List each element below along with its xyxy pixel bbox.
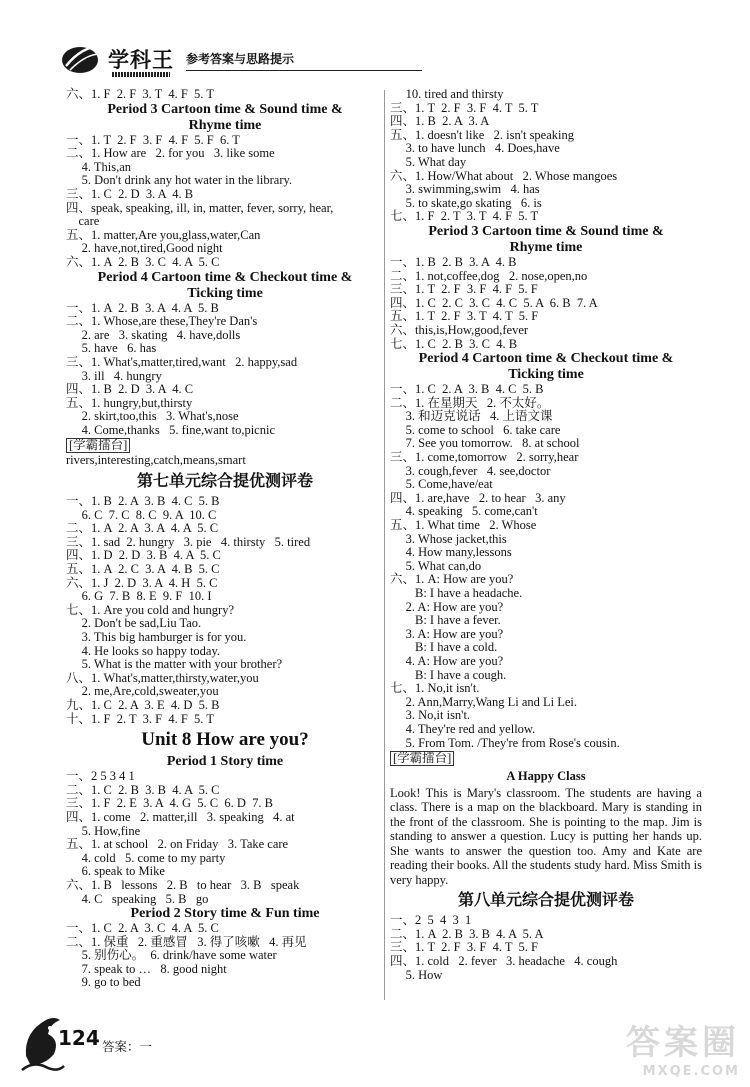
right-answer-column xyxy=(390,88,702,982)
section-label xyxy=(390,750,702,767)
period-heading: Period 4 Cartoon time & Checkout time & xyxy=(97,269,353,285)
answer-line: 五、1. doesn't like 2. isn't speaking xyxy=(390,127,575,142)
answer-line: 3. No,it isn't. xyxy=(390,708,471,723)
period-heading: Ticking time xyxy=(187,285,263,301)
story-paragraph: Look! This is Mary's classroom. The students are having a class. There is a map on the blackboard. Mary is standing in the front of the classroom. She is pointing to the map. Jim is standing to answer a question. Lucy is putting her hands up. She wants to answer the question too. Amy and Kate are reading their books. All the students study hard. Miss Smith is very happy. xyxy=(390,785,702,887)
answer-line: 6. C 7. C 8. C 9. A 10. C xyxy=(66,507,217,522)
brand-underline xyxy=(112,72,170,77)
answer-line: 5. What can,do xyxy=(390,558,482,573)
answer-line: 五、1. hungry,but,thirsty xyxy=(66,395,193,410)
story-title: A Happy Class xyxy=(506,769,586,784)
answer-line: 4. He looks so happy today. xyxy=(66,643,221,658)
period-heading: Rhyme time xyxy=(188,117,262,133)
answer-line: care xyxy=(66,214,100,229)
answer-line: 一、1. B 2. A 3. B 4. C 5. B xyxy=(66,494,220,509)
answer-line: 十、1. F 2. T 3. F 4. F 5. T xyxy=(66,711,214,726)
answer-line: 三、1. come,tomorrow 2. sorry,hear xyxy=(390,450,579,465)
period-heading: Period 1 Story time xyxy=(166,754,284,770)
answer-line: 二、1. A 2. A 3. A 4. A 5. C xyxy=(66,521,219,536)
answer-line: 一、1. A 2. B 3. A 4. A 5. B xyxy=(66,300,219,315)
answer-line: 四、1. cold 2. fever 3. headache 4. cough xyxy=(390,954,618,968)
answer-line: 五、1. What time 2. Whose xyxy=(390,518,537,533)
answer-line: 2. me,Are,cold,sweater,you xyxy=(66,684,219,699)
section-label xyxy=(66,437,384,454)
answer-line: 3. ill 4. hungry xyxy=(66,368,162,383)
answer-line: 三、1. T 2. F 3. F 4. F 5. F xyxy=(390,282,538,297)
period-heading: Period 3 Cartoon time & Sound time & xyxy=(428,223,664,239)
answer-line: 3. 和迈克说话 4. 上语文课 xyxy=(390,409,553,424)
answer-line: B: I have a cold. xyxy=(390,640,498,655)
answer-line: 2. Don't be sad,Liu Tao. xyxy=(66,616,202,631)
test-heading: 第八单元综合提优测评卷 xyxy=(457,892,634,910)
answer-line: 7. See you tomorrow. 8. at school xyxy=(390,436,580,451)
page-header xyxy=(60,30,370,86)
answer-line: 4. They're red and yellow. xyxy=(390,721,536,736)
page-footer xyxy=(20,1010,270,1080)
answer-line: 六、1. A: How are you? xyxy=(390,572,514,587)
answer-line: 七、1. F 2. T 3. T 4. F 5. T xyxy=(390,209,539,224)
answer-line: 四、1. come 2. matter,ill 3. speaking 4. at xyxy=(66,809,295,824)
answer-line: 6. G 7. B 8. E 9. F 10. I xyxy=(66,589,212,604)
answer-line: 5. How,fine xyxy=(66,823,141,838)
answer-line: 5. come to school 6. take care xyxy=(390,422,561,437)
answer-line: 4. C speaking 5. B go xyxy=(66,891,209,906)
answer-line: 九、1. C 2. A 3. E 4. D 5. B xyxy=(66,697,220,712)
answer-line: 七、1. C 2. B 3. C 4. B xyxy=(390,336,518,351)
footer-label: 答案：一 xyxy=(102,1040,153,1054)
answer-line: 四、1. are,have 2. to hear 3. any xyxy=(390,490,566,505)
header-subtitle: 参考答案与思路提示 xyxy=(186,52,295,66)
answer-line: 三、1. sad 2. hungry 3. pie 4. thirsty 5. tired xyxy=(66,534,311,549)
answer-line: 5. What day xyxy=(390,154,467,169)
answer-line: rivers,interesting,catch,means,smart xyxy=(66,453,246,468)
answer-line: 3. A: How are you? xyxy=(390,626,504,641)
answer-line: 六、1. F 2. F 3. T 4. F 5. T xyxy=(66,87,214,101)
answer-line: 六、1. J 2. D 3. A 4. H 5. C xyxy=(66,575,218,590)
watermark xyxy=(626,1015,740,1079)
answer-line: 5. Don't drink any hot water in the library. xyxy=(66,173,293,188)
answer-line: 五、1. T 2. F 3. T 4. T 5. F xyxy=(390,309,539,324)
answer-line: 5. 别伤心。 6. drink/have some water xyxy=(66,948,277,963)
answer-line: 三、1. C 2. D 3. A 4. B xyxy=(66,186,194,201)
period-heading: Ticking time xyxy=(508,367,584,383)
answer-line: 5. have 6. has xyxy=(66,341,157,356)
answer-line: 六、1. B lessons 2. B to hear 3. B speak xyxy=(66,877,300,892)
answer-line: 二、1. C 2. B 3. B 4. A 5. C xyxy=(66,782,220,797)
answer-line: 四、speak, speaking, ill, in, matter, fever, sorry, hear, xyxy=(66,200,334,215)
answer-line: 4. A: How are you? xyxy=(390,653,504,668)
answer-line: 6. speak to Mike xyxy=(66,864,165,879)
brand-title: 学科王 xyxy=(108,48,174,72)
answer-line: 五、1. at school 2. on Friday 3. Take care xyxy=(66,837,289,852)
answer-line: 三、1. T 2. F 3. F 4. T 5. F xyxy=(390,940,538,955)
answer-line: 六、1. How/What about 2. Whose mangoes xyxy=(390,168,618,183)
answer-line: 二、1. 保重 2. 重感冒 3. 得了咳嗽 4. 再见 xyxy=(66,934,307,949)
answer-line: 五、1. A 2. C 3. A 4. B 5. C xyxy=(66,562,220,577)
answer-line: B: I have a cough. xyxy=(390,667,507,682)
answer-line: 3. swimming,swim 4. has xyxy=(390,182,540,197)
answer-line: B: I have a fever. xyxy=(390,613,501,628)
answer-line: 七、1. No,it isn't. xyxy=(390,681,480,696)
test-heading: 第七单元综合提优测评卷 xyxy=(136,473,313,491)
answer-line: 3. Whose jacket,this xyxy=(390,531,507,546)
answer-line: 四、1. D 2. D 3. B 4. A 5. C xyxy=(66,548,221,563)
answer-line: 10. tired and thirsty xyxy=(390,87,504,101)
answer-line: 4. This,an xyxy=(66,159,132,174)
answer-line: 3. to have lunch 4. Does,have xyxy=(390,141,560,156)
answer-line: 5. Come,have/eat xyxy=(390,477,493,492)
answer-line: 7. speak to … 8. good night xyxy=(66,961,227,976)
answer-line: 3. This big hamburger is for you. xyxy=(66,630,247,644)
answer-line: 2. skirt,too,this 3. What's,nose xyxy=(66,409,239,424)
answer-line: 二、1. Whose,are these,They're Dan's xyxy=(66,314,258,329)
answer-line: 2. are 3. skating 4. have,dolls xyxy=(66,327,241,342)
period-heading: Period 4 Cartoon time & Checkout time & xyxy=(418,351,674,367)
answer-line: 一、2 5 4 3 1 xyxy=(390,913,472,928)
answer-line: 八、1. What's,matter,thirsty,water,you xyxy=(66,670,259,685)
answer-line: 5. to skate,go skating 6. is xyxy=(390,195,542,210)
answer-line: 六、this,is,How,good,fever xyxy=(390,322,529,337)
answer-line: 一、2 5 3 4 1 xyxy=(66,769,135,784)
answer-line: 一、1. B 2. B 3. A 4. B xyxy=(390,254,517,269)
answer-line: 4. cold 5. come to my party xyxy=(66,850,226,865)
answer-line: 2. have,not,tired,Good night xyxy=(66,241,223,256)
leaf-logo-icon xyxy=(60,40,104,76)
period-heading: Rhyme time xyxy=(509,239,583,255)
answer-line: 四、1. B 2. D 3. A 4. C xyxy=(66,382,194,397)
answer-line: 一、1. C 2. A 3. B 4. C 5. B xyxy=(390,382,544,397)
answer-line: 4. speaking 5. come,can't xyxy=(390,504,538,519)
header-rule xyxy=(186,70,422,71)
answer-line: 4. Come,thanks 5. fine,want to,picnic xyxy=(66,422,275,437)
answer-line: 一、1. T 2. F 3. F 4. F 5. F 6. T xyxy=(66,132,240,147)
answer-line: 三、1. What's,matter,tired,want 2. happy,sad xyxy=(66,354,298,369)
bracket-label: [学霸擂台] xyxy=(390,751,454,766)
answer-line: 四、1. C 2. C 3. C 4. C 5. A 6. B 7. A xyxy=(390,295,598,310)
watermark-url: MXQE.COM xyxy=(642,1064,740,1079)
answer-line: 六、1. A 2. B 3. C 4. A 5. C xyxy=(66,254,220,269)
period-heading: Period 2 Story time & Fun time xyxy=(130,906,320,922)
column-divider xyxy=(384,90,385,1000)
answer-line: 2. Ann,Marry,Wang Li and Li Lei. xyxy=(390,694,578,709)
answer-line: B: I have a headache. xyxy=(390,586,523,600)
answer-line: 一、1. C 2. A 3. C 4. A 5. C xyxy=(66,921,219,936)
answer-line: 二、1. 在星期天 2. 不太好。 xyxy=(390,395,550,410)
answer-line: 二、1. A 2. B 3. B 4. A 5. A xyxy=(390,926,544,941)
page-number: 124 xyxy=(58,1026,100,1050)
answer-line: 三、1. F 2. E 3. A 4. G 5. C 6. D 7. B xyxy=(66,796,273,811)
answer-line: 9. go to bed xyxy=(66,975,141,990)
answer-line: 四、1. B 2. A 3. A xyxy=(390,114,490,129)
answer-line: 七、1. Are you cold and hungry? xyxy=(66,602,235,617)
answer-line: 二、1. not,coffee,dog 2. nose,open,no xyxy=(390,268,588,283)
answer-line: 3. cough,fever 4. see,doctor xyxy=(390,463,551,478)
period-heading: Period 3 Cartoon time & Sound time & xyxy=(107,101,343,117)
watermark-text: 答案圈 xyxy=(626,1023,740,1063)
left-answer-column xyxy=(66,88,384,990)
answer-line: 2. A: How are you? xyxy=(390,599,504,614)
answer-line: 五、1. matter,Are you,glass,water,Can xyxy=(66,227,261,242)
answer-line: 5. From Tom. /They're from Rose's cousin. xyxy=(390,735,620,750)
unit-heading: Unit 8 How are you? xyxy=(141,729,309,751)
answer-line: 二、1. How are 2. for you 3. like some xyxy=(66,146,275,161)
answer-line: 5. What is the matter with your brother? xyxy=(66,657,283,672)
answer-line: 5. How xyxy=(390,967,443,982)
answer-line: 三、1. T 2. F 3. F 4. T 5. T xyxy=(390,100,539,115)
bracket-label: [学霸擂台] xyxy=(66,438,130,453)
answer-line: 4. How many,lessons xyxy=(390,545,512,560)
